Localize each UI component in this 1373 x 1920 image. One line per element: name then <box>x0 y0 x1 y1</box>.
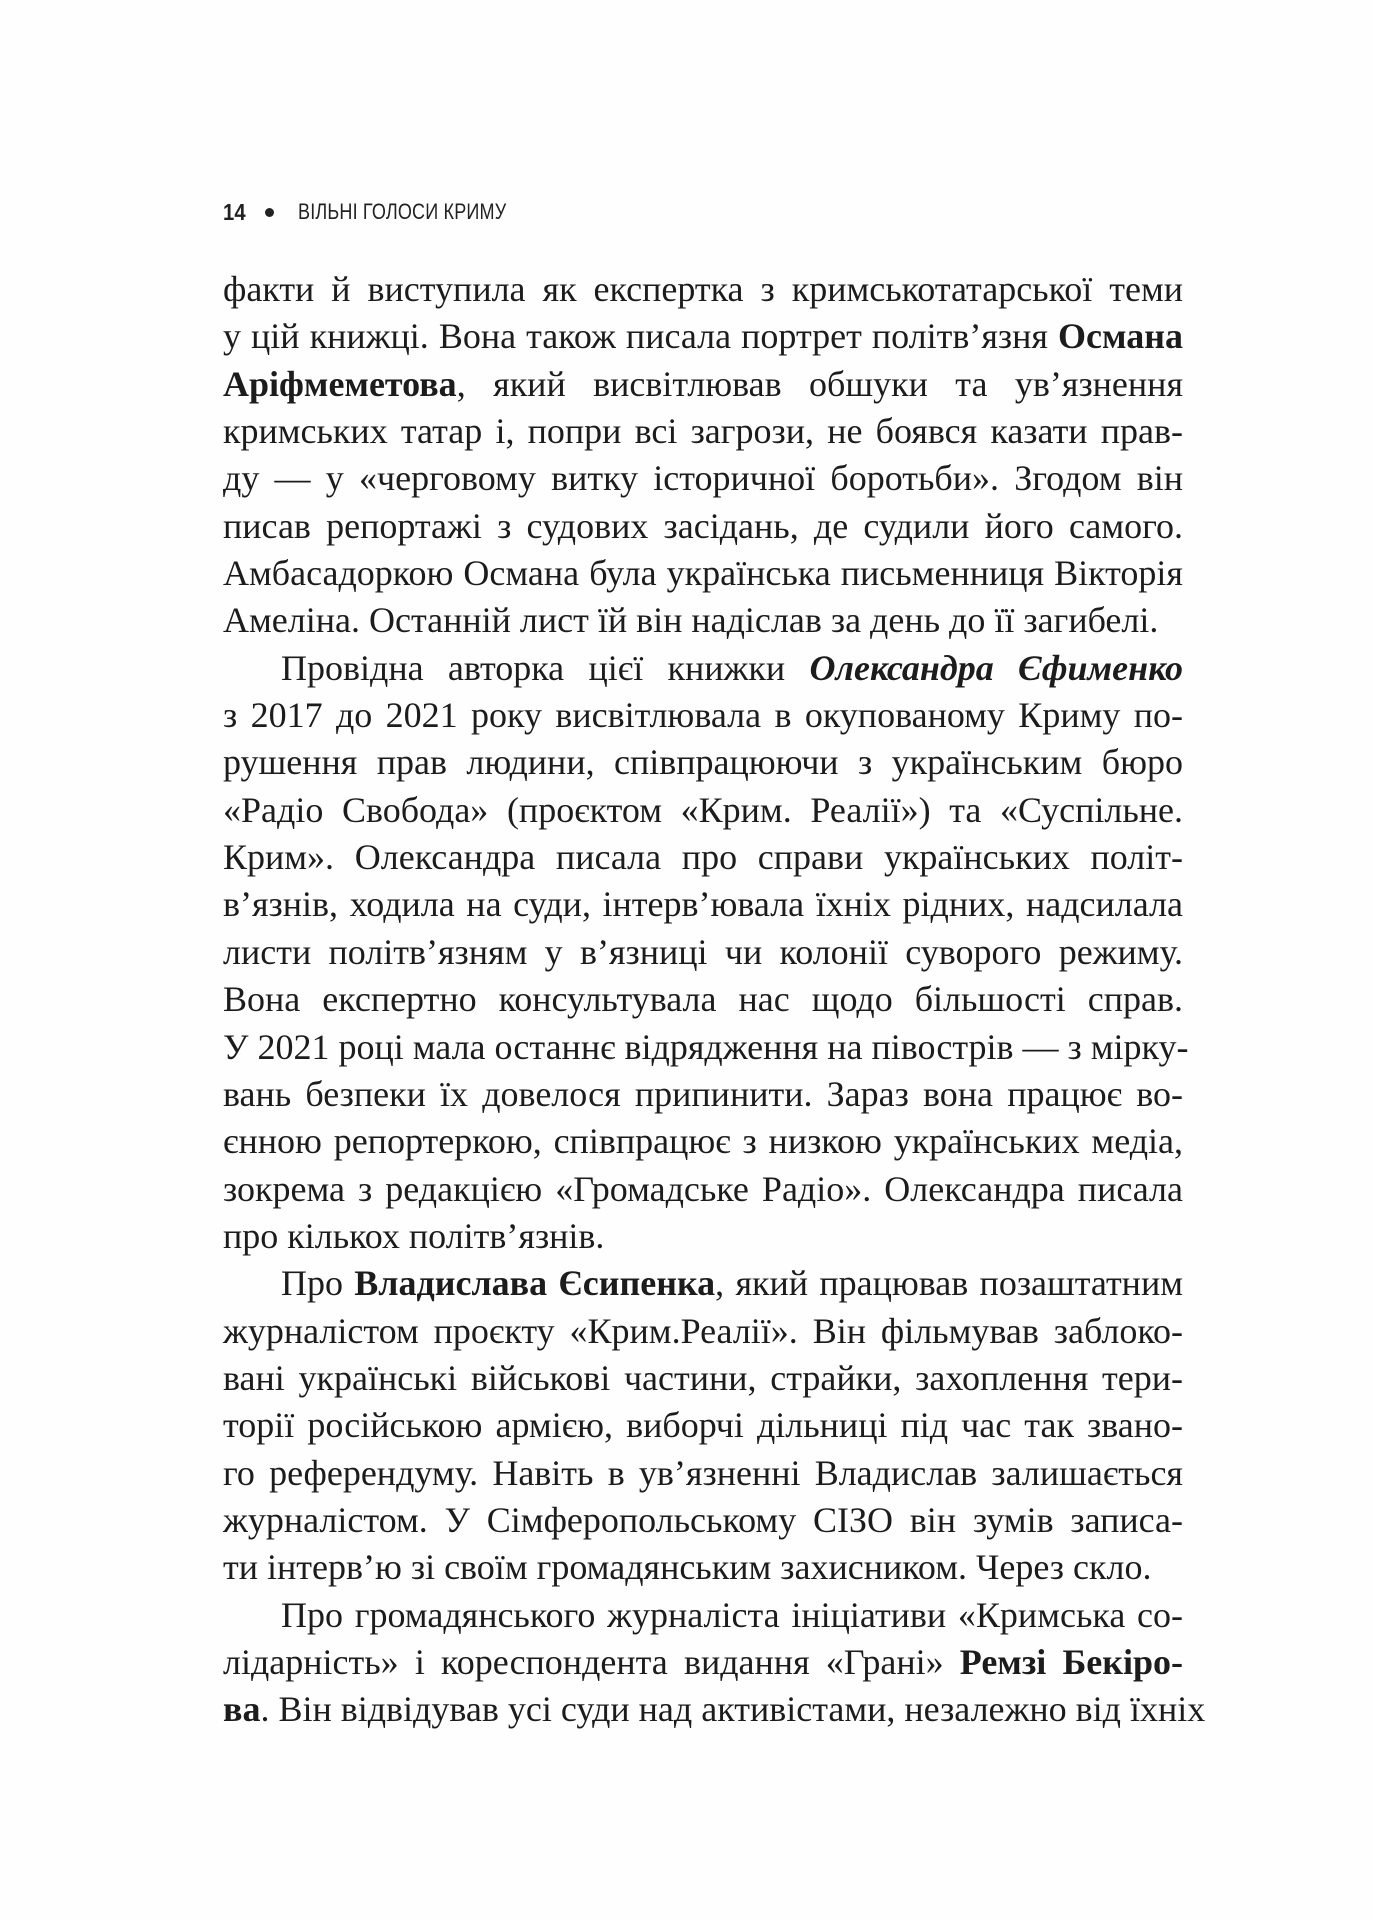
line-content <box>223 1024 1189 1071</box>
text-run: Про громадянського журналіста ініціативи «Кримська со- <box>281 1594 1183 1635</box>
text-run: рушення прав людини, співпрацюючи з українським бюро <box>223 742 1183 783</box>
text-line <box>223 313 1183 360</box>
paragraph <box>223 1592 1206 1734</box>
line-content <box>223 1118 1183 1165</box>
text-line <box>223 266 1183 313</box>
line-content <box>281 645 1183 692</box>
line-content <box>223 503 1183 550</box>
line-content <box>281 1592 1183 1639</box>
line-content <box>223 834 1183 881</box>
text-line <box>223 361 1183 408</box>
text-run: про кількох політв’язнів. <box>223 1215 605 1256</box>
paragraph <box>223 1260 1183 1591</box>
body-text <box>223 266 1206 1734</box>
text-line <box>223 1166 1183 1213</box>
text-run: з 2017 до 2021 року висвітлювала в окупованому Криму по- <box>223 695 1183 736</box>
line-content <box>223 976 1183 1023</box>
text-run: в’язнів, ходила на суди, інтерв’ювала їхніх рідних, надсилала <box>223 884 1183 925</box>
line-content <box>223 1166 1183 1213</box>
text-run: журналістом. У Сімферопольському СІЗО він зумів записа- <box>223 1499 1183 1540</box>
text-line <box>223 645 1183 692</box>
line-content <box>223 550 1183 597</box>
running-header <box>223 196 552 228</box>
text-line <box>223 455 1183 502</box>
text-line <box>223 1497 1183 1544</box>
text-run: писав репортажі з судових засідань, де судили його самого. <box>223 505 1183 546</box>
text-line <box>223 1450 1183 1497</box>
text-run: . Він відвідував усі суди над активістами, незалежно від їхніх <box>260 1689 1206 1730</box>
emphasized-name: Ремзі Бекіро- <box>959 1641 1183 1682</box>
text-run: Вона експертно консультувала нас щодо більшості справ. <box>223 979 1183 1020</box>
text-line <box>223 550 1183 597</box>
emphasized-name: Османа <box>1058 316 1183 357</box>
text-line <box>223 739 1183 786</box>
text-line <box>223 597 1183 644</box>
text-run: Амбасадоркою Османа була українська письменниця Вікторія <box>223 553 1183 594</box>
text-run: , який працював позаштатним <box>715 1263 1183 1304</box>
line-content <box>223 1355 1183 1402</box>
text-line <box>223 787 1183 834</box>
line-content <box>223 597 1183 644</box>
text-run: Крим». Олександра писала про справи українських політ- <box>223 837 1183 878</box>
text-line <box>223 1355 1183 1402</box>
bullet-separator-icon <box>265 208 274 217</box>
emphasized-name: ва <box>223 1689 261 1730</box>
line-content <box>223 787 1183 834</box>
line-content <box>223 1639 1183 1686</box>
text-run: єнною репортеркою, співпрацює з низкою українських медіа, <box>223 1121 1183 1162</box>
line-content <box>223 1544 1183 1591</box>
text-run: ду — у «черговому витку історичної боротьби». Згодом він <box>223 458 1183 499</box>
text-line <box>223 1544 1183 1591</box>
emphasized-name: Олександра Єфименко <box>809 647 1183 688</box>
text-line <box>223 1686 1206 1733</box>
text-line <box>223 1260 1183 1307</box>
text-run: «Радіо Свобода» (проєктом «Крим. Реалії») та «Суспільне. <box>223 789 1183 830</box>
text-line <box>223 1639 1183 1686</box>
line-content <box>223 739 1183 786</box>
text-run: журналістом проєкту «Крим.Реалії». Він фільмував заблоко- <box>223 1310 1183 1351</box>
text-run: Амеліна. Останній лист їй він надіслав за день до її загибелі. <box>223 600 1159 641</box>
text-run: Про <box>281 1263 355 1304</box>
line-content <box>223 313 1183 360</box>
line-content <box>223 455 1183 502</box>
emphasized-name: Аріфмеметова <box>223 363 457 404</box>
text-run: у цій книжці. Вона також писала портрет політв’язня <box>223 316 1058 357</box>
line-content <box>223 1213 1183 1260</box>
line-content <box>223 408 1183 455</box>
text-run: ти інтерв’ю зі своїм громадянським захисником. Через скло. <box>223 1547 1152 1588</box>
text-run: го референдуму. Навіть в ув’язненні Владислав залишається <box>223 1452 1183 1493</box>
line-content <box>223 929 1183 976</box>
text-line <box>223 976 1183 1023</box>
line-content <box>223 1308 1183 1355</box>
text-line <box>223 408 1183 455</box>
text-line <box>223 834 1183 881</box>
text-run: зокрема з редакцією «Громадське Радіо». Олександра писала <box>223 1168 1183 1209</box>
line-content <box>223 1402 1183 1449</box>
text-run: факти й виступила як експертка з кримськотатарської теми <box>223 269 1183 309</box>
paragraph <box>223 266 1183 645</box>
text-run: Провідна авторка цієї книжки <box>281 647 810 688</box>
text-line <box>223 1592 1183 1639</box>
book-title: ВІЛЬНІ ГОЛОСИ КРИМУ <box>298 199 507 224</box>
text-run: У 2021 році мала останнє відрядження на півострів — з мірку- <box>223 1026 1189 1067</box>
text-line <box>223 1308 1183 1355</box>
line-content <box>223 1686 1206 1733</box>
paragraph <box>223 645 1189 1260</box>
text-line <box>223 881 1183 928</box>
text-run: лідарність» і кореспондента видання «Грані» <box>223 1641 960 1682</box>
text-line <box>223 1213 1183 1260</box>
emphasized-name: Владислава Єсипенка <box>354 1263 716 1304</box>
text-run: , який висвітлював обшуки та ув’язнення <box>456 363 1183 404</box>
line-content <box>281 1260 1183 1307</box>
text-run: кримських татар і, попри всі загрози, не боявся казати прав- <box>223 411 1183 452</box>
text-line <box>223 1402 1183 1449</box>
text-run: листи політв’язням у в’язниці чи колонії суворого режиму. <box>223 931 1183 972</box>
text-line <box>223 692 1183 739</box>
text-line <box>223 929 1183 976</box>
line-content <box>223 1450 1183 1497</box>
line-content <box>223 266 1183 313</box>
text-line <box>223 503 1183 550</box>
text-run: вань безпеки їх довелося припинити. Зараз вона працює во- <box>223 1073 1183 1114</box>
line-content <box>223 1071 1183 1118</box>
page-number: 14 <box>223 198 246 225</box>
text-line <box>223 1118 1183 1165</box>
text-run: торії російською армією, виборчі дільниці під час так звано- <box>223 1405 1183 1446</box>
line-content <box>223 1497 1183 1544</box>
line-content <box>223 361 1183 408</box>
line-content <box>223 881 1183 928</box>
text-line <box>223 1024 1189 1071</box>
text-line <box>223 1071 1183 1118</box>
text-run: вані українські військові частини, страйки, захоплення тери- <box>223 1357 1183 1398</box>
line-content <box>223 692 1183 739</box>
